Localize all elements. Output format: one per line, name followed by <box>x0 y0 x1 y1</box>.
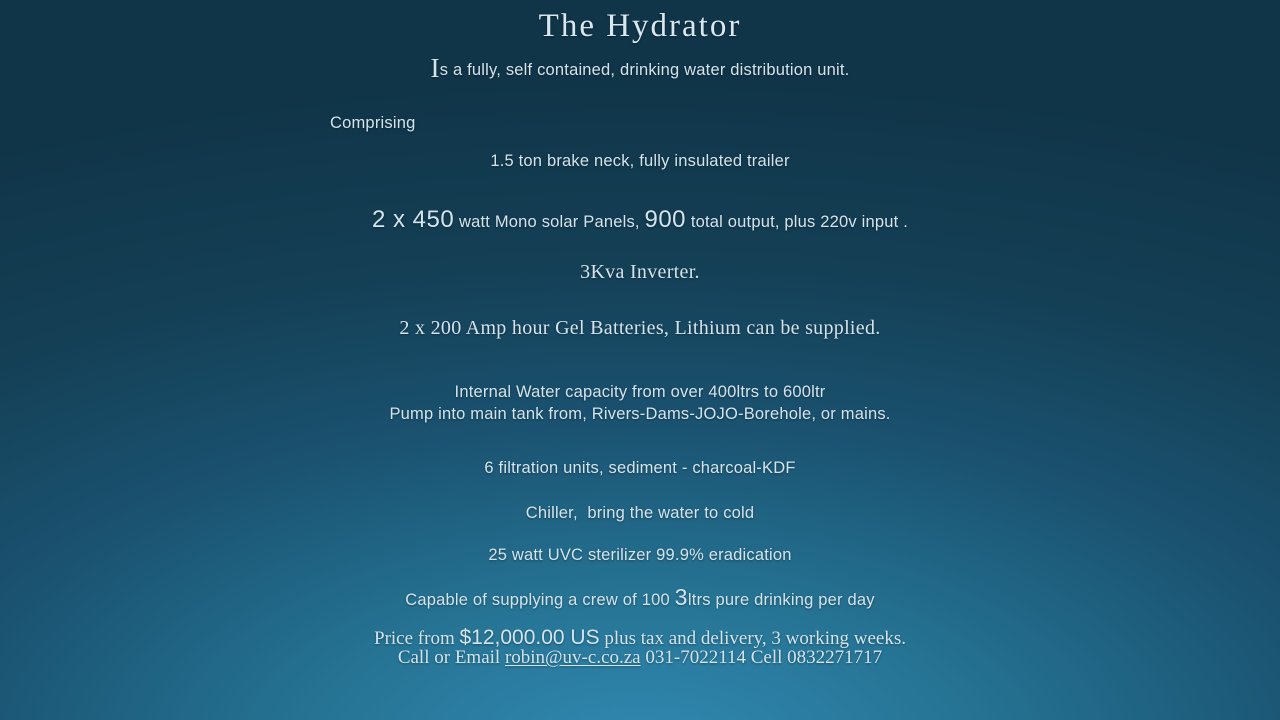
solar-spec <box>0 203 1280 239</box>
subtitle-drop-initial: I <box>430 53 440 83</box>
sterilizer-spec: 25 watt UVC sterilizer 99.9% eradication <box>488 546 792 564</box>
comprising-label: Comprising <box>330 114 416 132</box>
email-link[interactable]: robin@uv-c.co.za <box>504 647 641 668</box>
chiller-spec: Chiller, bring the water to cold <box>525 504 755 522</box>
price-amount: $12,000.00 US <box>459 626 600 649</box>
crew-litres-number: 3 <box>674 584 688 610</box>
price-prefix: Price from <box>374 628 460 649</box>
solar-total-output: 900 <box>644 206 687 233</box>
crew-capacity-spec <box>0 584 1280 613</box>
contact-phones: 031-7022114 Cell 0832271717 <box>640 647 883 668</box>
contact-prefix: Call or Email <box>397 647 505 668</box>
solar-panel-count: 2 x 450 <box>371 206 455 233</box>
solar-spec-mid: watt Mono solar Panels, <box>454 213 645 231</box>
solar-spec-rest: total output, plus 220v input . <box>686 213 908 231</box>
slide-subtitle <box>0 55 1280 82</box>
inverter-spec: 3Kva Inverter. <box>580 261 700 283</box>
batteries-spec: 2 x 200 Amp hour Gel Batteries, Lithium can be supplied. <box>399 317 881 339</box>
crew-spec-suffix: ltrs pure drinking per day <box>687 591 875 609</box>
subtitle-text: s a fully, self contained, drinking water distribution unit. <box>439 61 850 79</box>
slide-title: The Hydrator <box>538 8 742 44</box>
price-suffix: plus tax and delivery, 3 working weeks. <box>599 628 906 649</box>
water-sources-spec: Pump into main tank from, Rivers-Dams-JOJO-Borehole, or mains. <box>389 405 891 423</box>
contact-line <box>0 647 1280 669</box>
filtration-spec: 6 filtration units, sediment - charcoal-KDF <box>484 459 796 477</box>
trailer-spec: 1.5 ton brake neck, fully insulated trailer <box>490 152 790 170</box>
water-capacity-spec: Internal Water capacity from over 400ltrs to 600ltr <box>454 383 826 401</box>
crew-spec-prefix: Capable of supplying a crew of 100 <box>405 591 675 609</box>
